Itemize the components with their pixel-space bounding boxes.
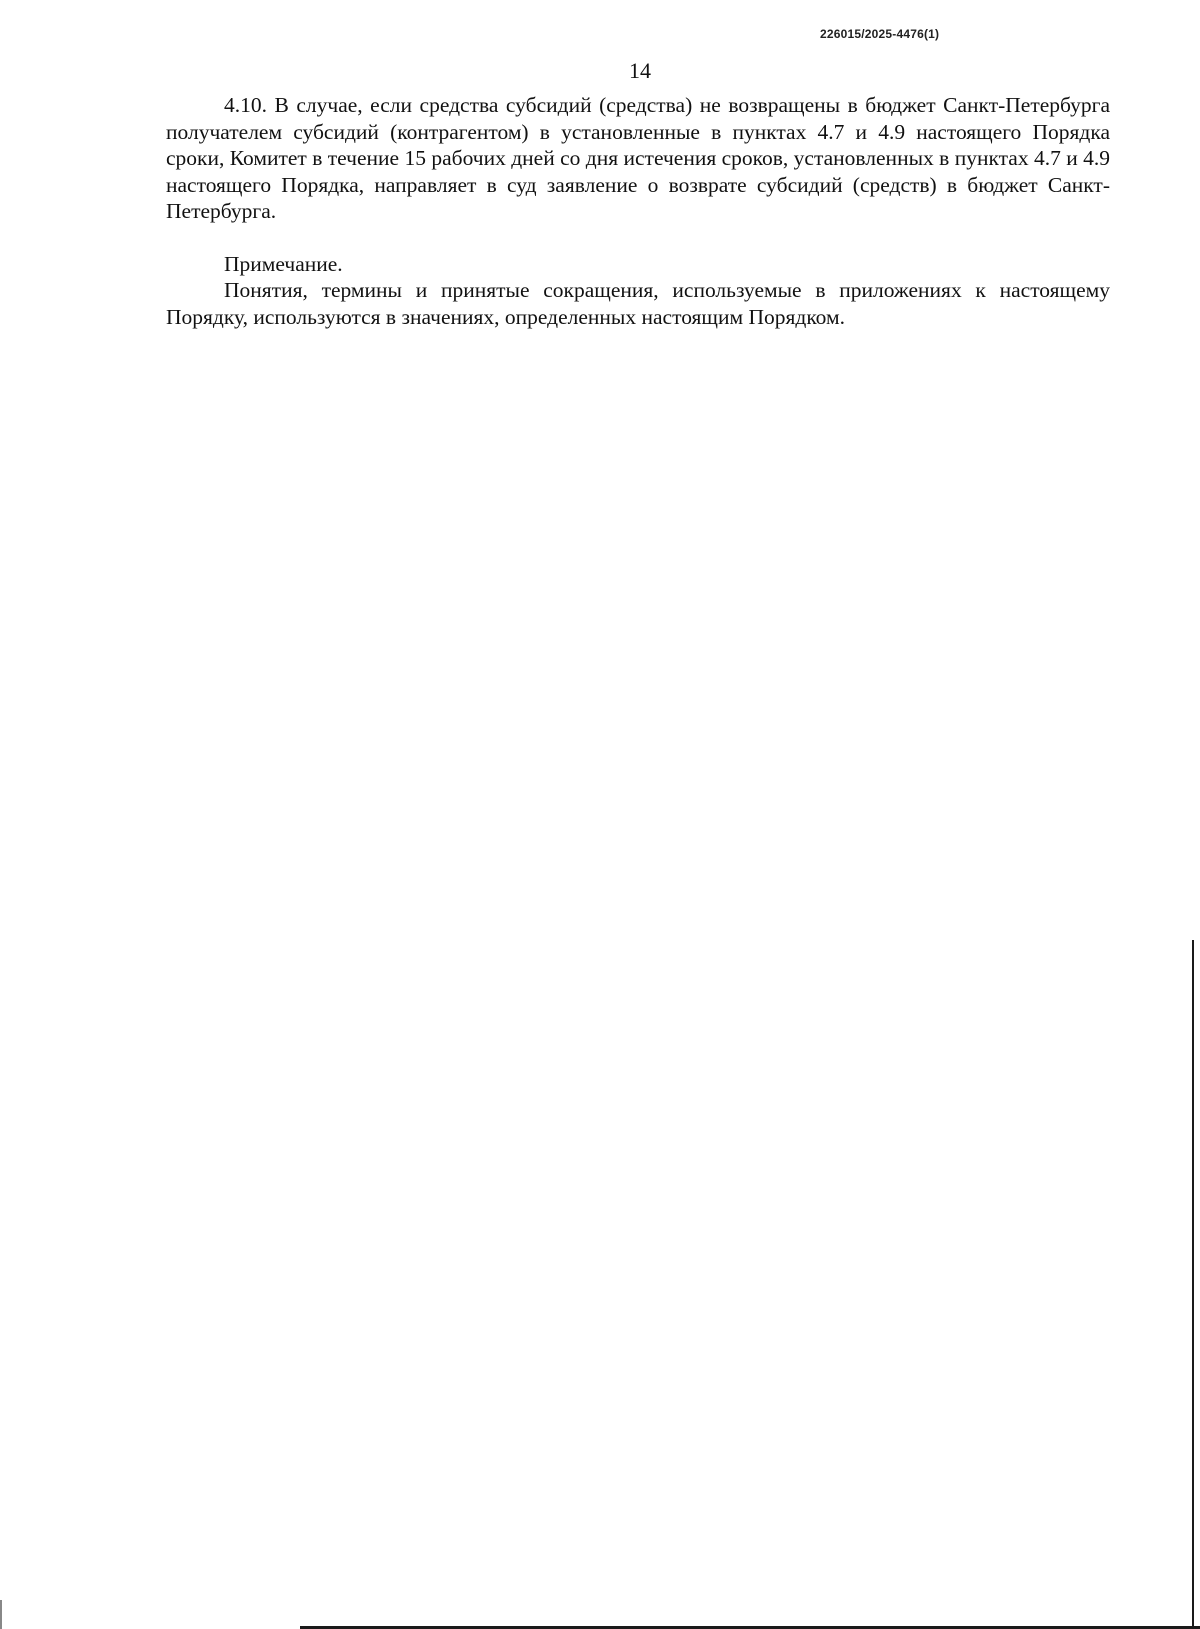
document-registration-number: 226015/2025-4476(1) — [820, 27, 940, 41]
scan-left-mark — [0, 1600, 2, 1629]
document-body — [166, 92, 1110, 330]
note-body: Понятия, термины и принятые сокращения, используемые в приложениях к настоящему Порядку, используются в значениях, определенных настоящим Порядком. — [166, 278, 1110, 329]
scan-right-edge — [1192, 940, 1194, 1629]
page-number: 14 — [629, 58, 651, 83]
paragraph-4-10: 4.10. В случае, если средства субсидий (средства) не возвращены в бюджет Санкт-Петербурга получателем субсидий (контрагентом) в установленные в пунктах 4.7 и 4.9 настоящего Порядка сроки, Комитет в течение 15 рабочих дней со дня истечения сроков, установленных в пунктах 4.7 и 4.9 настоящего Порядка, направляет в суд заявление о возврате субсидий (средств) в бюджет Санкт-Петербурга. — [166, 93, 1110, 223]
note-title: Примечание. — [224, 251, 343, 276]
